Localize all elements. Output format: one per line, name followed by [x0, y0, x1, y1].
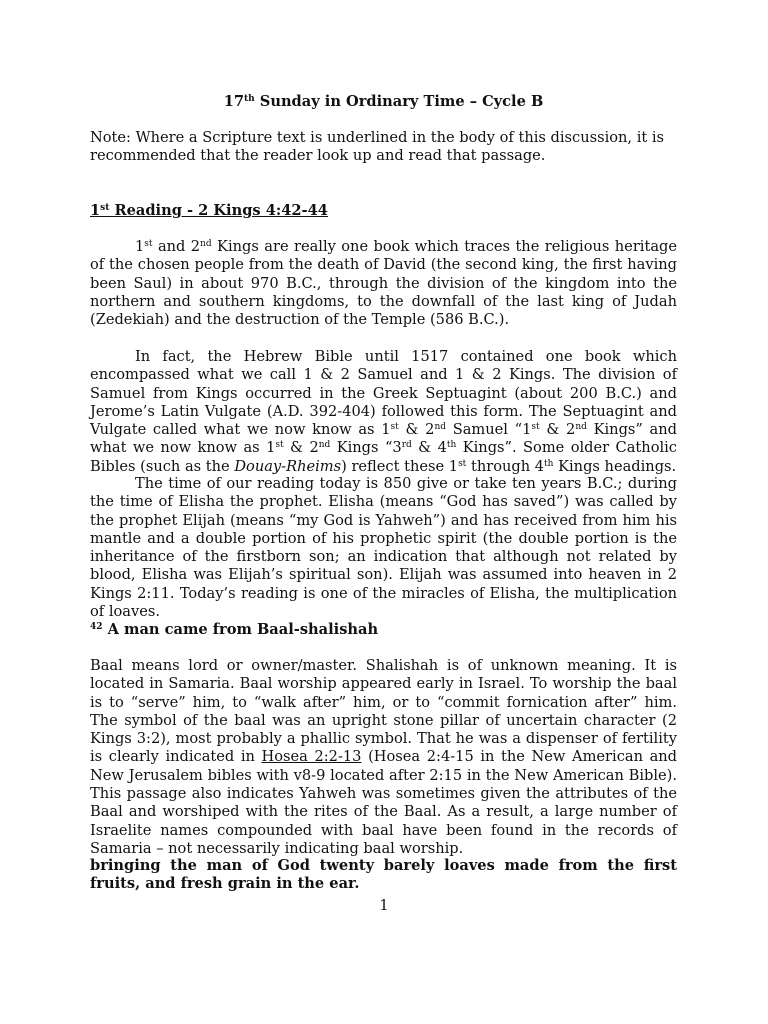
page-number: 1 [379, 897, 389, 914]
paragraph-hebrew-bible: In fact, the Hebrew Bible until 1517 contained one book which encompassed what we call 1 & 2 Samuel and 1 & 2 Kings. The division of Samuel from Kings occurred in the Greek Septuagint (about 200 B.C.) and Jerome’s Latin Vulgate (A.D. 392-404) followed this form. The Septuagint and Vulgate called what we now know as 1st & 2nd Samuel “1st & 2nd Kings” and what we now know as 1st & 2nd Kings “3rd & 4th Kings”. Some older Catholic Bibles (such as the Douay-Rheims) reflect these 1st through 4th Kings headings. [90, 348, 678, 475]
reading-heading: 1st Reading - 2 Kings 4:42-44 [90, 202, 328, 219]
page-title: 17th Sunday in Ordinary Time – Cycle B [223, 93, 544, 110]
paragraph-elisha: The time of our reading today is 850 give or take ten years B.C.; during the time of Elisha the prophet. Elisha (means “God has saved”) was called by the prophet Elijah (means “my God is Yahweh”) and has received from him his mantle and a double portion of his prophetic spirit (the double portion is the inheritance of the firstborn son; an indication that although not related by blood, Elisha was Elijah’s spiritual son). Elijah was assumed into heaven in 2 Kings 2:11. Today’s reading is one of the miracles of Elisha, the multiplication of loaves. [90, 475, 677, 621]
verse-42-heading: $^{42}$ A man came from Baal-shalishah [90, 621, 379, 638]
paragraph-baal: Baal means lord or owner/master. Shalishah is of unknown meaning. It is located in Samaria. Baal worship appeared early in Israel. To worship the baal is to “serve” him, to “walk after” him, or to “commit fornication after” him. The symbol of the baal was an upright stone pillar of uncertain character (2 Kings 3:2), most probably a phallic symbol. That he was a dispenser of fertility is clearly indicated in Hosea 2:2-13 (Hosea 2:4-15 in the New American and New Jerusalem bibles with v8-9 located after 2:15 in the New American Bible). This passage also indicates Yahweh was sometimes given the attributes of the Baal and worshiped with the rites of the Baal. As a result, a large number of Israelite names compounded with baal have been found in the records of Samaria – not necessarily indicating baal worship. [90, 657, 678, 857]
verse-continuation: bringing the man of God twenty barely loaves made from the first fruits, and fresh grain in the ear. [90, 857, 677, 893]
paragraph-kings-overview: 1st and 2nd Kings are really one book which traces the religious heritage of the chosen people from the death of David (the second king, the first having been Saul) in about 970 B.C., through the division of the kingdom into the northern and southern kingdoms, to the downfall of the last king of Judah (Zedekiah) and the destruction of the Temple (586 B.C.). [90, 238, 678, 329]
note-paragraph: Note: Where a Scripture text is underlined in the body of this discussion, it is recommended that the reader look up and read that passage. [90, 129, 665, 165]
scripture-link-hosea[interactable]: Hosea 2:2-13 [261, 748, 362, 766]
